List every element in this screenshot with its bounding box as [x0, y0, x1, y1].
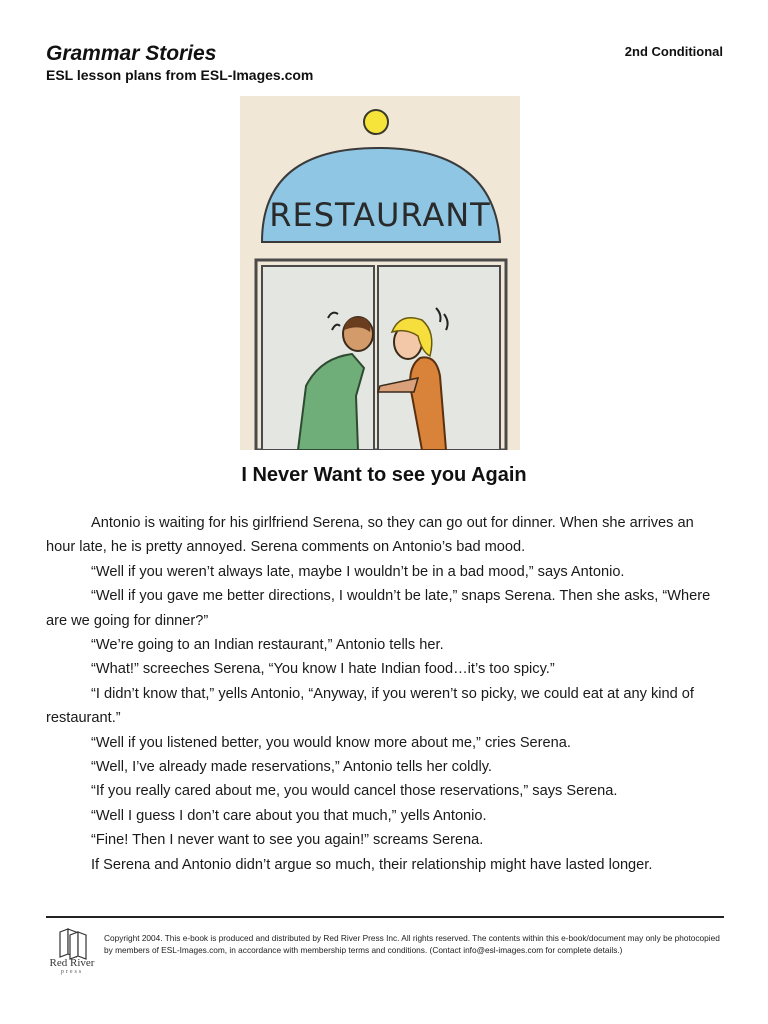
logo-name: Red River	[49, 957, 95, 969]
header-subtitle: ESL lesson plans from ESL-Images.com	[46, 67, 314, 83]
story-paragraph: “Fine! Then I never want to see you again!” screams Serena.	[91, 832, 484, 849]
story-paragraph: “Well if you weren’t always late, maybe I wouldn’t be in a bad mood,” says Antonio.	[91, 563, 625, 580]
copyright-notice: Copyright 2004. This e-book is produced and distributed by Red River Press Inc. All rights reserved. The contents within this e-book/document may only be photocopied by members of ESL-Images.com, in accordance with membership terms and conditions. (Contact info@esl-images.com for complete details.)	[104, 933, 720, 955]
story-paragraph: “If you really cared about me, you would cancel those reservations,” says Serena.	[91, 783, 618, 800]
story-paragraph: “Well if you listened better, you would know more about me,” cries Serena.	[91, 734, 571, 751]
footer-divider	[46, 916, 724, 918]
header-title: Grammar Stories	[46, 42, 217, 65]
story-paragraph: “Well, I’ve already made reservations,” Antonio tells her coldly.	[91, 759, 492, 776]
sign-text: RESTAURANT	[269, 196, 491, 234]
restaurant-illustration	[240, 96, 520, 450]
story-paragraph: “Well if you gave me better directions, I wouldn’t be late,” snaps Serena. Then she asks, “Where are we going for dinner?”	[46, 588, 711, 629]
logo-subtext: press	[60, 969, 84, 975]
story-title: I Never Want to see you Again	[241, 464, 527, 486]
story-paragraph: “I didn’t know that,” yells Antonio, “Anyway, if you weren’t so picky, we could eat at any kind of restaurant.”	[46, 685, 694, 727]
story-paragraph: “We’re going to an Indian restaurant,” Antonio tells her.	[91, 637, 444, 654]
story-paragraph: Antonio is waiting for his girlfriend Serena, so they can go out for dinner. When she arrives an hour late, he is pretty annoyed. Serena comments on Antonio’s bad mood.	[46, 515, 694, 556]
lamp-icon	[364, 110, 388, 134]
story-body	[46, 511, 726, 877]
story-paragraph: “Well I guess I don’t care about you that much,” yells Antonio.	[91, 807, 487, 824]
story-paragraph: If Serena and Antonio didn’t argue so much, their relationship might have lasted longer.	[91, 856, 653, 873]
story-paragraph: “What!” screeches Serena, “You know I hate Indian food…it’s too spicy.”	[91, 661, 555, 678]
topic-label: 2nd Conditional	[624, 44, 723, 59]
